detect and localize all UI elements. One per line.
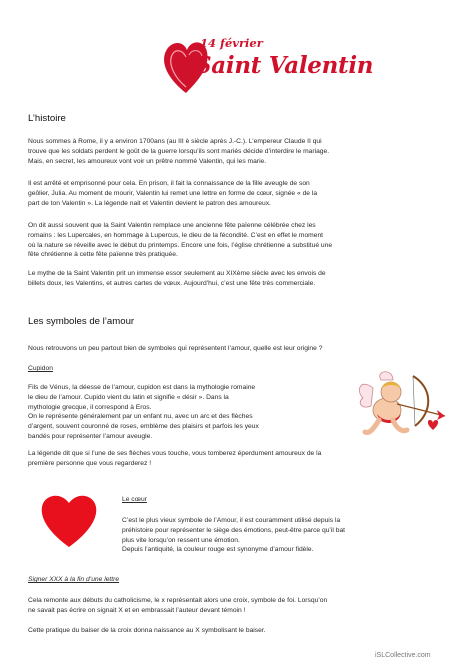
- symbols-heading: Les symboles de l’amour: [28, 316, 135, 327]
- text-line: Cupidon: [28, 365, 53, 372]
- text-line: ne savait pas écrire on signait X et en embrassait l’auteur devant témoin !: [28, 606, 246, 614]
- saint-valentin-logo: [162, 33, 374, 99]
- text-line: première personne que vous regarderez !: [28, 459, 152, 467]
- text-line: mythologie grecque, il correspond à Eros.: [28, 403, 152, 411]
- text-line: Cette pratique du baiser de la croix donna naissance au X symbolisant le baiser.: [28, 627, 266, 634]
- text-line: Depuis l’antiquité, la couleur rouge est synonyme d’amour fidèle.: [122, 546, 314, 554]
- history-heading: L’histoire: [28, 113, 66, 124]
- logo-date: 14 février: [200, 36, 263, 50]
- cupidon-paragraph-2: [28, 449, 321, 469]
- history-paragraph-2: [28, 179, 317, 208]
- text-line: billets doux, les Valentins, et autres cartes de vœux. Aujourd’hui, c’est une fête très commerciale.: [28, 279, 316, 287]
- footer-watermark: iSLCollective.com: [375, 652, 431, 659]
- logo-title: Saint Valentin: [195, 52, 374, 79]
- text-line: le dieu de l’amour. Cupido vient du latin et signifie « désir ». Dans la: [28, 393, 229, 401]
- cupidon-title: [28, 364, 53, 374]
- text-line: romains : les Lupercales, en hommage à Lupercus, le dieu de la fécondité. C’est en effet le moment: [28, 231, 324, 239]
- text-line: Le cœur: [122, 496, 147, 503]
- text-line: bandés pour représenter l’amour aveugle.: [28, 432, 153, 440]
- history-paragraph-1: [28, 137, 329, 166]
- text-line: part de ton Valentin ». La légende nait et Valentin devient le patron des amoureux.: [28, 199, 271, 207]
- coeur-title: [122, 495, 147, 505]
- text-line: fête chrétienne à cette fête païenne très pratiquée.: [28, 251, 178, 259]
- cupid-illustration: [353, 370, 451, 442]
- text-line: Cela remonte aux débuts du catholicisme, le x représentait alors une croix, symbole de foi. Lorsqu’on: [28, 597, 328, 604]
- text-line: Mais, en secret, les amoureux vont voir un prêtre nommé Valentin, qui les marie.: [28, 157, 267, 165]
- symbols-intro: [28, 344, 322, 354]
- text-line: On le représente généralement par un enfant nu, avec un arc et des flèches: [28, 413, 253, 421]
- text-line: La légende dit que si l’une de ses flèches vous touche, vous tomberez éperdument amoureux de la: [28, 450, 322, 457]
- text-line: Nous retrouvons un peu partout bien de symboles qui représentent l’amour, quelle est leur origine ?: [28, 345, 323, 352]
- history-paragraph-3: [28, 221, 332, 260]
- xxx-paragraph-2: [28, 626, 266, 636]
- text-line: où la nature se réveille avec le début du printemps. Encore une fois, l’église chrétienne a substitué une: [28, 241, 333, 249]
- xxx-paragraph-1: [28, 596, 327, 616]
- history-paragraph-4: [28, 269, 326, 289]
- text-line: Il est arrêté et emprisonné pour cela. En prison, il fait la connaissance de la fille aveugle de son: [28, 180, 310, 187]
- text-line: C’est le plus vieux symbole de l’Amour, il est couramment utilisé depuis la: [122, 517, 341, 524]
- text-line: préhistoire pour représenter le siège des émotions, peut-être parce qu’il bat: [122, 526, 346, 534]
- red-heart-icon: [40, 491, 98, 549]
- text-line: Nous sommes à Rome, il y a environ 1700ans (au III è siècle après J.-C.). L’empereur Claude II qui: [28, 138, 322, 145]
- text-line: d’argent, souvent couronné de roses, emblème des plaisirs et parfois les yeux: [28, 423, 259, 431]
- text-line: geôlier, Julia. Au moment de mourir, Valentin lui remet une lettre en forme de cœur, signée « de la: [28, 189, 318, 197]
- xxx-title: [28, 575, 119, 585]
- text-line: Signer XXX à la fin d’une lettre: [28, 576, 120, 583]
- text-line: Fils de Vénus, la déesse de l’amour, cupidon est dans la mythologie romaine: [28, 384, 256, 391]
- text-line: plus vite lorsqu’on ressent une émotion.: [122, 536, 240, 544]
- text-line: Le mythe de la Saint Valentin prit un immense essor seulement au XIXème siècle avec les envois de: [28, 270, 326, 277]
- coeur-paragraph: [122, 516, 345, 555]
- cupidon-paragraph-1: [28, 383, 259, 442]
- text-line: trouve que les soldats perdent le goût de la guerre lorsqu’ils sont mariés décide d’interdire le mariage.: [28, 147, 330, 155]
- text-line: On dit aussi souvent que la Saint Valentin remplace une ancienne fête païenne célébrée chez les: [28, 222, 316, 229]
